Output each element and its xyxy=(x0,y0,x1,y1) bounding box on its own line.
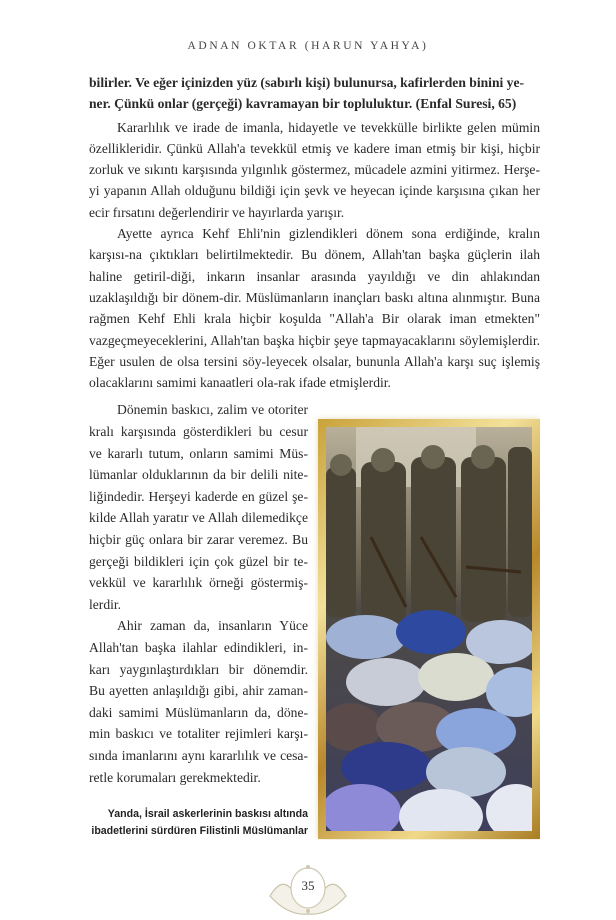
photo-caption xyxy=(89,806,308,840)
verse-line: bilirler. Ve eğer içinizden yüz (sabırlı kişi) bulunursa, kafirlerden binini ye- xyxy=(89,75,525,90)
paragraph: Dönemin baskıcı, zalim ve otoriter kralı karşısında gösterdikleri bu cesur ve kararlı tutum, onların samimi Müs-lümanlar olduklarının da bir delili nite-liğindedir. Herşeyi kaderde en güzel şe-kilde Allah yaratır ve Allah dilemedikçe hiçbir güç onlara bir zarar veremez. Bu gerçeği bildikleri için çok güzel bir te-vekkül ve kararlılık örneği göstermiş-lerdir. xyxy=(89,402,308,612)
body-text-column xyxy=(89,399,308,788)
photo-soldiers-worshippers xyxy=(326,427,532,831)
photo-column xyxy=(318,399,540,839)
page-footer xyxy=(0,840,616,920)
body-text xyxy=(89,117,540,394)
caption-line: ibadetlerini sürdüren Filistinli Müslümanlar xyxy=(91,825,308,838)
photo-section xyxy=(89,399,540,840)
page-number: 35 xyxy=(301,878,315,894)
caption-line: Yanda, İsrail askerlerinin baskısı altında xyxy=(107,808,308,821)
photo-frame xyxy=(318,419,540,839)
paragraph: Ayette ayrıca Kehf Ehli'nin gizlendikleri dönem sona erdiğinde, kralın karşısı-na çıktıkları belirtilmektedir. Bu dönem, Allah'tan başka güçlerin ilah haline getiril-diği, inkarın insanlar arasında yayıldığı ve din ahlakından uzaklaşıldığı bir dönem-dir. Müslümanların inançları baskı altına alınmıştır. Buna rağmen Kehf Ehli krala hiçbir koşulda "Allah'a Bir olarak iman etmekten" vazgeçmeyeceklerini, Allah'tan başka hiçbir şeye tapmayacaklarını söylemişlerdir. Eğer usulen de olsa tersini söy-leyecek olsalar, bununla Allah'a karşı suç işlemiş olacaklarını samimi kanaatleri ola-rak ifade etmişlerdir. xyxy=(89,226,540,391)
photo-illustration xyxy=(326,427,532,831)
paragraph: Ahir zaman da, insanların Yüce Allah'tan başka ilahlar edindikleri, in-karı yaygınlaştırdıkları bir dönemdir. Bu ayetten anlaşıldığı gibi, ahir zaman-daki samimi Müslümanların da, döne-min baskıcı ve totaliter rejimleri karşı-sında imanlarını aynı kararlılık ve cesa-retle korumaları gerekmektedir. xyxy=(89,618,308,785)
quoted-verse xyxy=(89,72,540,115)
running-head: ADNAN OKTAR (HARUN YAHYA) xyxy=(187,40,429,52)
paragraph: Kararlılık ve irade de imanla, hidayetle ve tevekkülle birlikte gelen mümin özellikleridir. Çünkü Allah'a tevekkül etmiş ve kadere iman etmiş bir kişi, hiçbir zorluk ve sıkıntı karşısında yılgınlık göstermez, mücadele azmini yitirmez. Herşe-yi yapanın Allah olduğunu bildiği için şevk ve heyecan içinde karşısına çıkan her ecir fırsatını değerlendirir ve hayırlarda yarışır. xyxy=(89,119,540,220)
verse-line: ner. Çünkü onlar (gerçeği) kavramayan bir topluluktur. (Enfal Suresi, 65) xyxy=(89,96,517,112)
page-content xyxy=(89,72,540,920)
page-number-ornament xyxy=(262,856,354,920)
